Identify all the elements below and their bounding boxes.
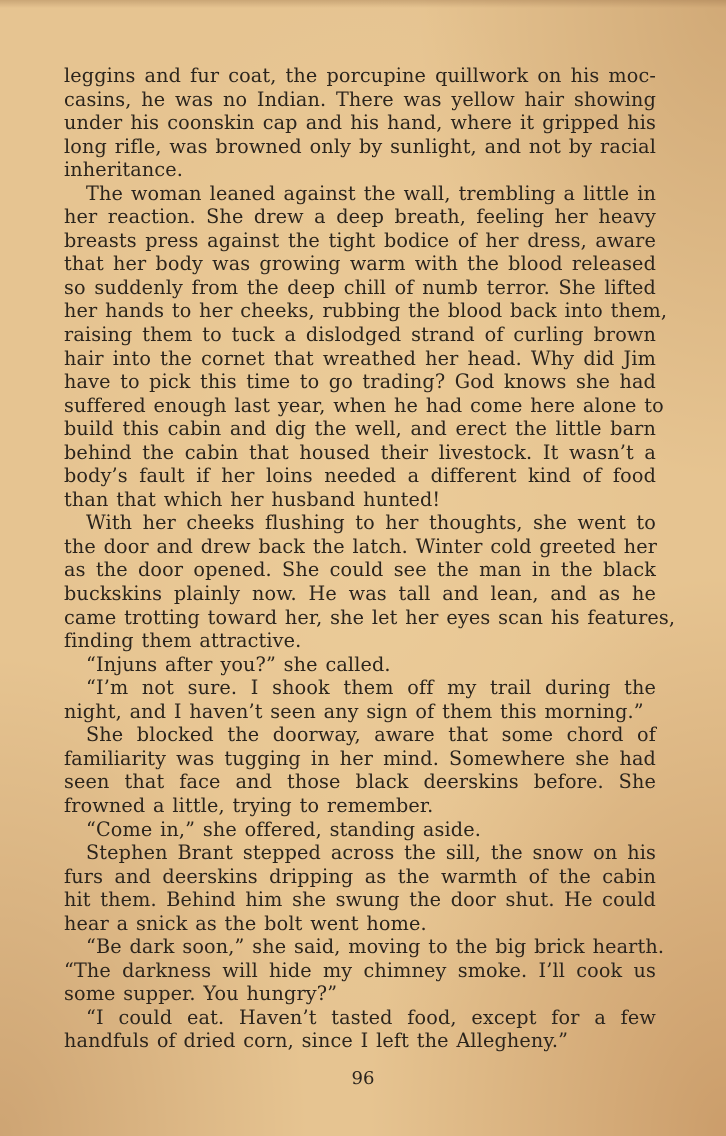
- text-line: her hands to her cheeks, rubbing the blood back into them,: [64, 299, 668, 323]
- text-line: casins, he was no Indian. There was yellow hair showing: [64, 87, 656, 111]
- text-line: suffered enough last year, when he had come here alone to: [64, 393, 664, 417]
- text-line: raising them to tuck a dislodged strand of curling brown: [64, 323, 656, 347]
- text-line: hit them. Behind him she swung the door shut. He could: [64, 888, 656, 912]
- paragraph: [64, 818, 656, 842]
- text-line: inheritance.: [64, 158, 184, 182]
- text-line: furs and deerskins dripping as the warmth of the cabin: [64, 864, 656, 888]
- paragraph: [64, 676, 656, 723]
- text-line: build this cabin and dig the well, and erect the little barn: [64, 417, 656, 441]
- text-line: With her cheeks flushing to her thoughts, she went to: [86, 511, 656, 535]
- text-line: “Injuns after you?” she called.: [86, 652, 391, 676]
- text-line: body’s fault if her loins needed a different kind of food: [64, 464, 656, 488]
- text-line: long rifle, was browned only by sunlight, and not by racial: [64, 134, 656, 158]
- paragraph: [64, 653, 656, 677]
- text-line: night, and I haven’t seen any sign of them this morning.”: [64, 699, 644, 723]
- text-line: familiarity was tugging in her mind. Somewhere she had: [64, 746, 656, 770]
- text-line: leggins and fur coat, the porcupine quillwork on his moc-: [64, 64, 656, 87]
- text-line: hear a snick as the bolt went home.: [64, 911, 427, 935]
- text-line: The woman leaned against the wall, trembling a little in: [86, 181, 656, 205]
- text-line: so suddenly from the deep chill of numb terror. She lifted: [64, 275, 656, 299]
- text-line: seen that face and those black deerskins before. She: [64, 770, 656, 794]
- text-line: breasts press against the tight bodice of her dress, aware: [64, 228, 656, 252]
- paragraph: [64, 723, 656, 817]
- text-line: “Come in,” she offered, standing aside.: [86, 817, 481, 841]
- text-line: She blocked the doorway, aware that some chord of: [86, 723, 656, 747]
- page-top-edge: [0, 0, 726, 8]
- text-line: Stephen Brant stepped across the sill, the snow on his: [86, 841, 656, 865]
- text-line: some supper. You hungry?”: [64, 982, 338, 1006]
- text-line: “Be dark soon,” she said, moving to the big brick hearth.: [86, 935, 665, 959]
- text-line: than that which her husband hunted!: [64, 487, 441, 511]
- paragraph: [64, 181, 668, 512]
- text-line: hair into the cornet that wreathed her head. Why did Jim: [64, 346, 656, 370]
- text-line: the door and drew back the latch. Winter cold greeted her: [64, 534, 658, 558]
- text-line: that her body was growing warm with the blood released: [64, 252, 656, 276]
- text-line: “I’m not sure. I shook them off my trail during the: [86, 676, 656, 700]
- body-text: [64, 64, 676, 1053]
- paragraph: [64, 1006, 656, 1053]
- text-line: frowned a little, trying to remember.: [64, 793, 434, 817]
- text-line: buckskins plainly now. He was tall and lean, and as he: [64, 582, 656, 606]
- paragraph: [64, 841, 656, 935]
- paragraph: [64, 64, 656, 182]
- page-number: 96: [351, 1068, 375, 1089]
- text-line: handfuls of dried corn, since I left the Allegheny.”: [64, 1029, 569, 1053]
- text-line: “The darkness will hide my chimney smoke. I’ll cook us: [64, 958, 656, 982]
- text-line: have to pick this time to go trading? God knows she had: [64, 370, 656, 394]
- text-line: behind the cabin that housed their livestock. It wasn’t a: [64, 440, 656, 464]
- paragraph: [64, 935, 665, 1006]
- paragraph: [64, 511, 676, 653]
- text-line: as the door opened. She could see the man in the black: [64, 558, 656, 582]
- text-line: finding them attractive.: [64, 629, 302, 653]
- text-line: “I could eat. Haven’t tasted food, except for a few: [86, 1005, 656, 1029]
- text-line: came trotting toward her, she let her eyes scan his features,: [64, 605, 676, 629]
- text-line: her reaction. She drew a deep breath, feeling her heavy: [64, 205, 656, 229]
- text-line: under his coonskin cap and his hand, where it gripped his: [64, 111, 656, 135]
